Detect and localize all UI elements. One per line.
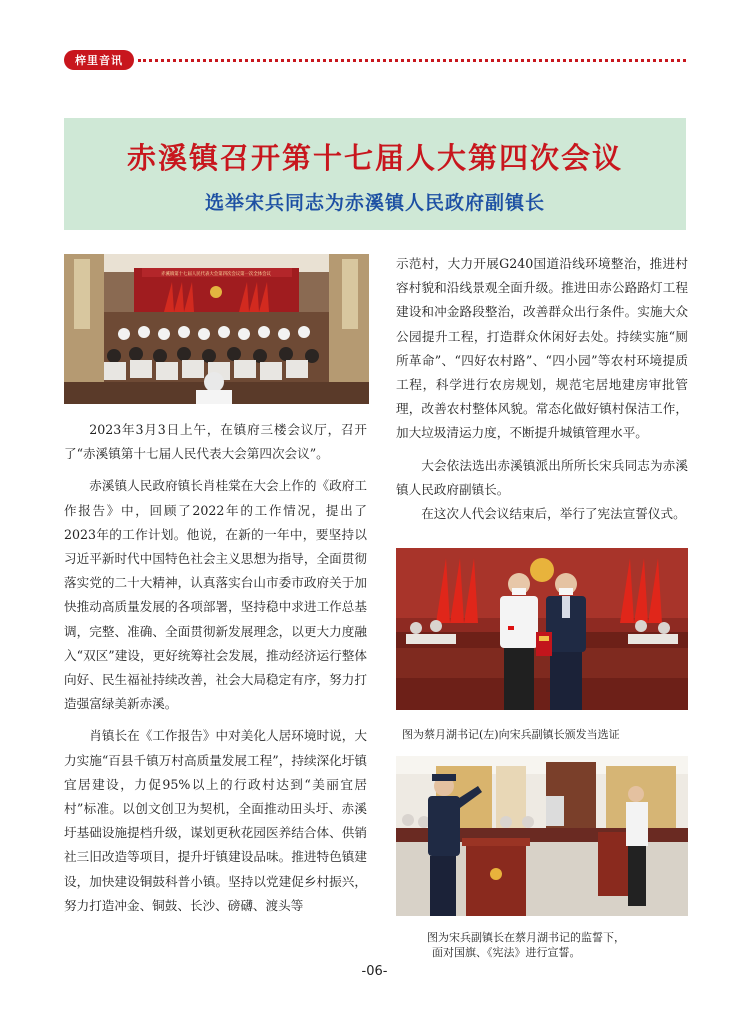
oath-ceremony-photo [396,756,688,916]
left-text-column [64,418,367,918]
header-dotted-rule [138,59,686,62]
paragraph: 在这次人代会议结束后，举行了宪法宣誓仪式。 [421,506,686,522]
photo3-caption-line1: 图为宋兵副镇长在蔡月湖书记的监誓下， [427,931,625,944]
certificate-presentation-photo [396,548,688,710]
paragraph: 大会依法选出赤溪镇派出所所长宋兵同志为赤溪镇人民政府副镇长。 [396,457,688,497]
paragraph: 示范村，大力开展G240国道沿线环境整治，推进村容村貌和沿线景观全面升级。推进田赤公路路灯工程建设和冲金路段整治，改善群众出行条件。实施大众公园提升工程，打造群众休闲好去处。持续实施“厕所革命”、“四好农村路”、“四小园”等农村环境提质工程，科学进行农房规划，规范宅居地建房审批管理，改善农村整体风貌。常态化做好镇村保洁工作，加大垃圾清运力度，不断提升城镇管理水平。 [396,256,688,441]
article-title: 赤溪镇召开第十七届人大第四次会议 [126,141,623,175]
section-badge [64,50,134,70]
photo3-caption-line2: 面对国旗、《宪法》进行宣誓。 [432,946,581,959]
photo2-caption: 图为蔡月湖书记(左)向宋兵副镇长颁发当选证 [402,728,620,741]
paragraph: 肖镇长在《工作报告》中对美化人居环境时说，大力实施“百县千镇万村高质量发展工程”，持续深化圩镇宜居建设，力促95%以上的行政村达到“美丽宜居村”标准。以创文创卫为契机，全面推动田头圩、赤溪圩基础设施提档升级，谋划更秋花园医养结合体、供销社三旧改造等项目，提升圩镇建设品味。推进特色镇建设，加快建设铜鼓科普小镇。坚持以党建促乡村振兴，努力打造冲金、铜鼓、长沙、磅礴、渡头等 [64,728,367,913]
paragraph: 2023年3月3日上午，在镇府三楼会议厅，召开了“赤溪镇第十七届人民代表大会第四次会议”。 [64,422,367,462]
meeting-banner-text: 赤溪镇第十七届人民代表大会第四次会议第一次全体会议 [161,272,271,277]
article-subtitle: 选举宋兵同志为赤溪镇人民政府副镇长 [204,192,545,214]
paragraph: 赤溪镇人民政府镇长肖桂棠在大会上作的《政府工作报告》中，回顾了2022年的工作情况，提出了2023年的工作计划。他说，在新的一年中，要坚持以习近平新时代中国特色社会主义思想为指导，全面贯彻落实党的二十大精神，认真落实台山市委市政府关于加快推动高质量发展的各项部署，坚持稳中求进工作总基调，完整、准确、全面贯彻新发展理念，以更大力度融入“双区”建设，更好统筹社会发展，推动经济运行整体向好、民生福祉持续改善，社会大局稳定有序，努力打造强富绿美新赤溪。 [64,478,367,712]
right-text-column [396,252,688,526]
title-banner [64,118,686,230]
meeting-hall-photo [64,254,369,404]
section-label: 梓里音讯 [75,54,123,67]
page-number: -06- [361,964,388,979]
